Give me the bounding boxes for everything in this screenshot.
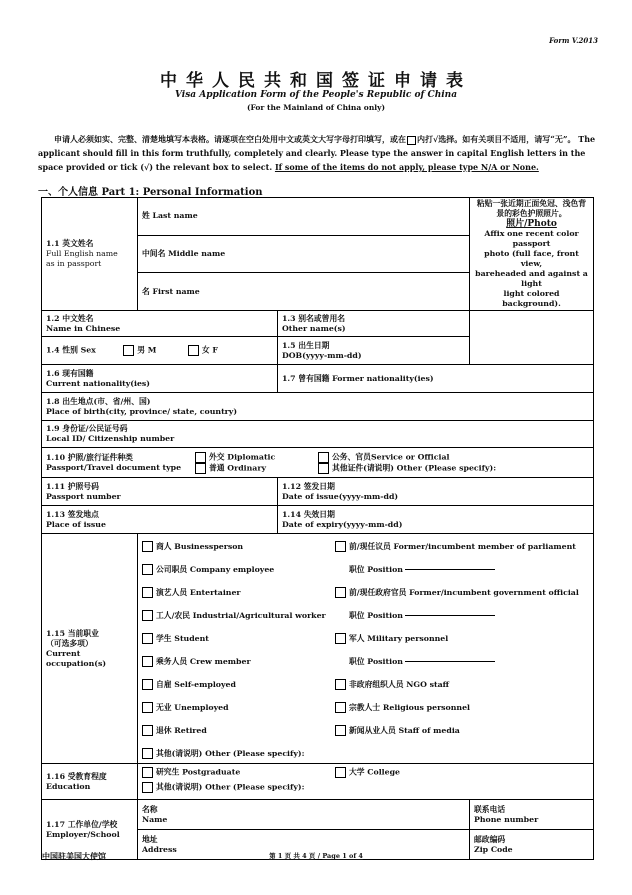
checkbox-icon	[142, 725, 153, 736]
checkbox-icon	[335, 587, 346, 598]
parliament-position[interactable]: 职位 Position	[335, 558, 579, 581]
female-checkbox[interactable]	[188, 345, 199, 356]
employer-zip-field[interactable]: 邮政编码 Zip Code	[470, 830, 594, 860]
checkbox-icon	[142, 679, 153, 690]
checkbox-icon	[142, 656, 153, 667]
form-number: Form V.2013	[549, 36, 598, 45]
document-type-field: 1.10 护照/旅行证件种类 Passport/Travel document type 外交 Diplomatic 普通 Ordinary 公务、官员Service or Official 其他证件(请说明) Other (Please specify):	[42, 448, 594, 478]
date-of-expiry-field[interactable]: 1.14 失效日期 Date of expiry(yyyy-mm-dd)	[278, 506, 594, 534]
checkbox-icon	[335, 702, 346, 713]
other-names-field[interactable]: 1.3 别名或曾用名 Other name(s)	[278, 311, 470, 337]
occupation-options	[138, 534, 594, 764]
checkbox-icon	[335, 725, 346, 736]
occ-media[interactable]: 新闻从业人员 Staff of media	[335, 719, 579, 742]
occ-government-official[interactable]: 前/现任政府官员 Former/incumbent government official	[335, 581, 579, 604]
checkbox-icon	[142, 702, 153, 713]
footer-page: 第 1 页 共 4 页 / Page 1 of 4	[269, 852, 363, 860]
occ-unemployed[interactable]: 无业 Unemployed	[142, 696, 326, 719]
title-chinese: 中华人民共和国签证申请表	[160, 71, 472, 91]
occ-entertainer[interactable]: 演艺人员 Entertainer	[142, 581, 326, 604]
diplomatic-checkbox[interactable]	[195, 452, 206, 463]
checkbox-icon	[142, 633, 153, 644]
employer-label: 1.17 工作单位/学校 Employer/School	[42, 800, 138, 860]
checkbox-icon	[335, 541, 346, 552]
employer-address-field[interactable]: 地址 Address	[138, 830, 470, 860]
occupation-left-list	[142, 535, 326, 765]
government-position[interactable]: 职位 Position	[335, 604, 579, 627]
checkbox-icon	[142, 748, 153, 759]
instructions-en: The applicant should fill in this form truthfully, completely and clearly. Please type the answer in capital English letters in the space provided or tick (√) the relevant box to select.	[38, 134, 596, 172]
occ-retired[interactable]: 退休 Retired	[142, 719, 326, 742]
first-name-field[interactable]: 名 First name	[138, 273, 470, 311]
checkbox-icon	[142, 541, 153, 552]
occ-parliament[interactable]: 前/现任议员 Former/incumbent member of parliament	[335, 535, 579, 558]
occupation-right-list	[335, 535, 579, 742]
checkbox-icon	[407, 136, 416, 145]
local-id-field[interactable]: 1.9 身份证/公民证号码 Local ID/ Citizenship number	[42, 421, 594, 448]
checkbox-icon	[142, 587, 153, 598]
occupation-label: 1.15 当前职业 （可选多项） Current occupation(s)	[42, 534, 138, 764]
occ-crew-member[interactable]: 乘务人员 Crew member	[142, 650, 326, 673]
dob-field[interactable]: 1.5 出生日期 DOB(yyyy-mm-dd)	[278, 337, 470, 365]
checkbox-icon	[142, 564, 153, 575]
checkbox-icon	[335, 679, 346, 690]
instructions-cn: 申请人必须如实、完整、清楚地填写本表格。请逐项在空白处用中文或英文大写字母打印填写，或在	[54, 134, 406, 144]
ordinary-checkbox[interactable]	[195, 463, 206, 474]
field-1-1-label: 1.1 英文姓名 Full English name as in passport	[42, 198, 138, 311]
service-checkbox[interactable]	[318, 452, 329, 463]
postgraduate-checkbox[interactable]	[142, 767, 153, 778]
section-title: 一、个人信息 Part 1: Personal Information	[38, 187, 263, 198]
sex-field: 1.4 性别 Sex 男 M 女 F	[42, 337, 278, 365]
footer-embassy: 中国驻美国大使馆	[42, 851, 106, 861]
other-document-checkbox[interactable]	[318, 463, 329, 474]
last-name-field[interactable]: 姓 Last name	[138, 198, 470, 236]
occ-company-employee[interactable]: 公司职员 Company employee	[142, 558, 326, 581]
photo-box[interactable]: 粘贴一张近期正面免冠、浅色背 景的彩色护照照片。 照片/Photo Affix one recent color passport photo (full face, front view, bareheaded and against a light light colored background).	[470, 198, 594, 311]
place-of-birth-field[interactable]: 1.8 出生地点(市、省/州、国) Place of birth(city, province/ state, country)	[42, 393, 594, 421]
occ-religious[interactable]: 宗教人士 Religious personnel	[335, 696, 579, 719]
occ-self-employed[interactable]: 自雇 Self-employed	[142, 673, 326, 696]
occ-ngo-staff[interactable]: 非政府组织人员 NGO staff	[335, 673, 579, 696]
occ-businessperson[interactable]: 商人 Businessperson	[142, 535, 326, 558]
title-subtitle: (For the Mainland of China only)	[246, 103, 386, 112]
employer-name-field[interactable]: 名称 Name	[138, 800, 470, 830]
middle-name-field[interactable]: 中间名 Middle name	[138, 235, 470, 273]
checkbox-icon	[335, 633, 346, 644]
former-nationality-field[interactable]: 1.7 曾有国籍 Former nationality(ies)	[278, 365, 594, 393]
instructions-cn-2: 内打√选择。如有关项目不适用，请写“无”。	[417, 134, 576, 144]
title-english: Visa Application Form of the People's Republic of China	[174, 90, 458, 100]
passport-number-field[interactable]: 1.11 护照号码 Passport number	[42, 478, 278, 506]
instructions	[38, 132, 598, 174]
education-other-checkbox[interactable]	[142, 782, 153, 793]
occ-student[interactable]: 学生 Student	[142, 627, 326, 650]
checkbox-icon	[142, 610, 153, 621]
place-of-issue-field[interactable]: 1.13 签发地点 Place of issue	[42, 506, 278, 534]
college-checkbox[interactable]	[335, 767, 346, 778]
instructions-en-underlined: If some of the items do not apply, please type N/A or None.	[274, 162, 539, 172]
occ-worker[interactable]: 工人/农民 Industrial/Agricultural worker	[142, 604, 326, 627]
occ-military[interactable]: 军人 Military personnel	[335, 627, 579, 650]
education-label: 1.16 受教育程度 Education	[42, 764, 138, 800]
military-position[interactable]: 职位 Position	[335, 650, 579, 673]
male-checkbox[interactable]	[123, 345, 134, 356]
personal-info-table	[41, 197, 594, 860]
occ-other[interactable]: 其他(请说明) Other (Please specify):	[142, 742, 326, 765]
education-options: 研究生 Postgraduate 其他(请说明) Other (Please specify): 大学 College	[138, 764, 594, 800]
date-of-issue-field[interactable]: 1.12 签发日期 Date of issue(yyyy-mm-dd)	[278, 478, 594, 506]
current-nationality-field[interactable]: 1.6 现有国籍 Current nationality(ies)	[42, 365, 278, 393]
chinese-name-field[interactable]: 1.2 中文姓名 Name in Chinese	[42, 311, 278, 337]
employer-phone-field[interactable]: 联系电话 Phone number	[470, 800, 594, 830]
